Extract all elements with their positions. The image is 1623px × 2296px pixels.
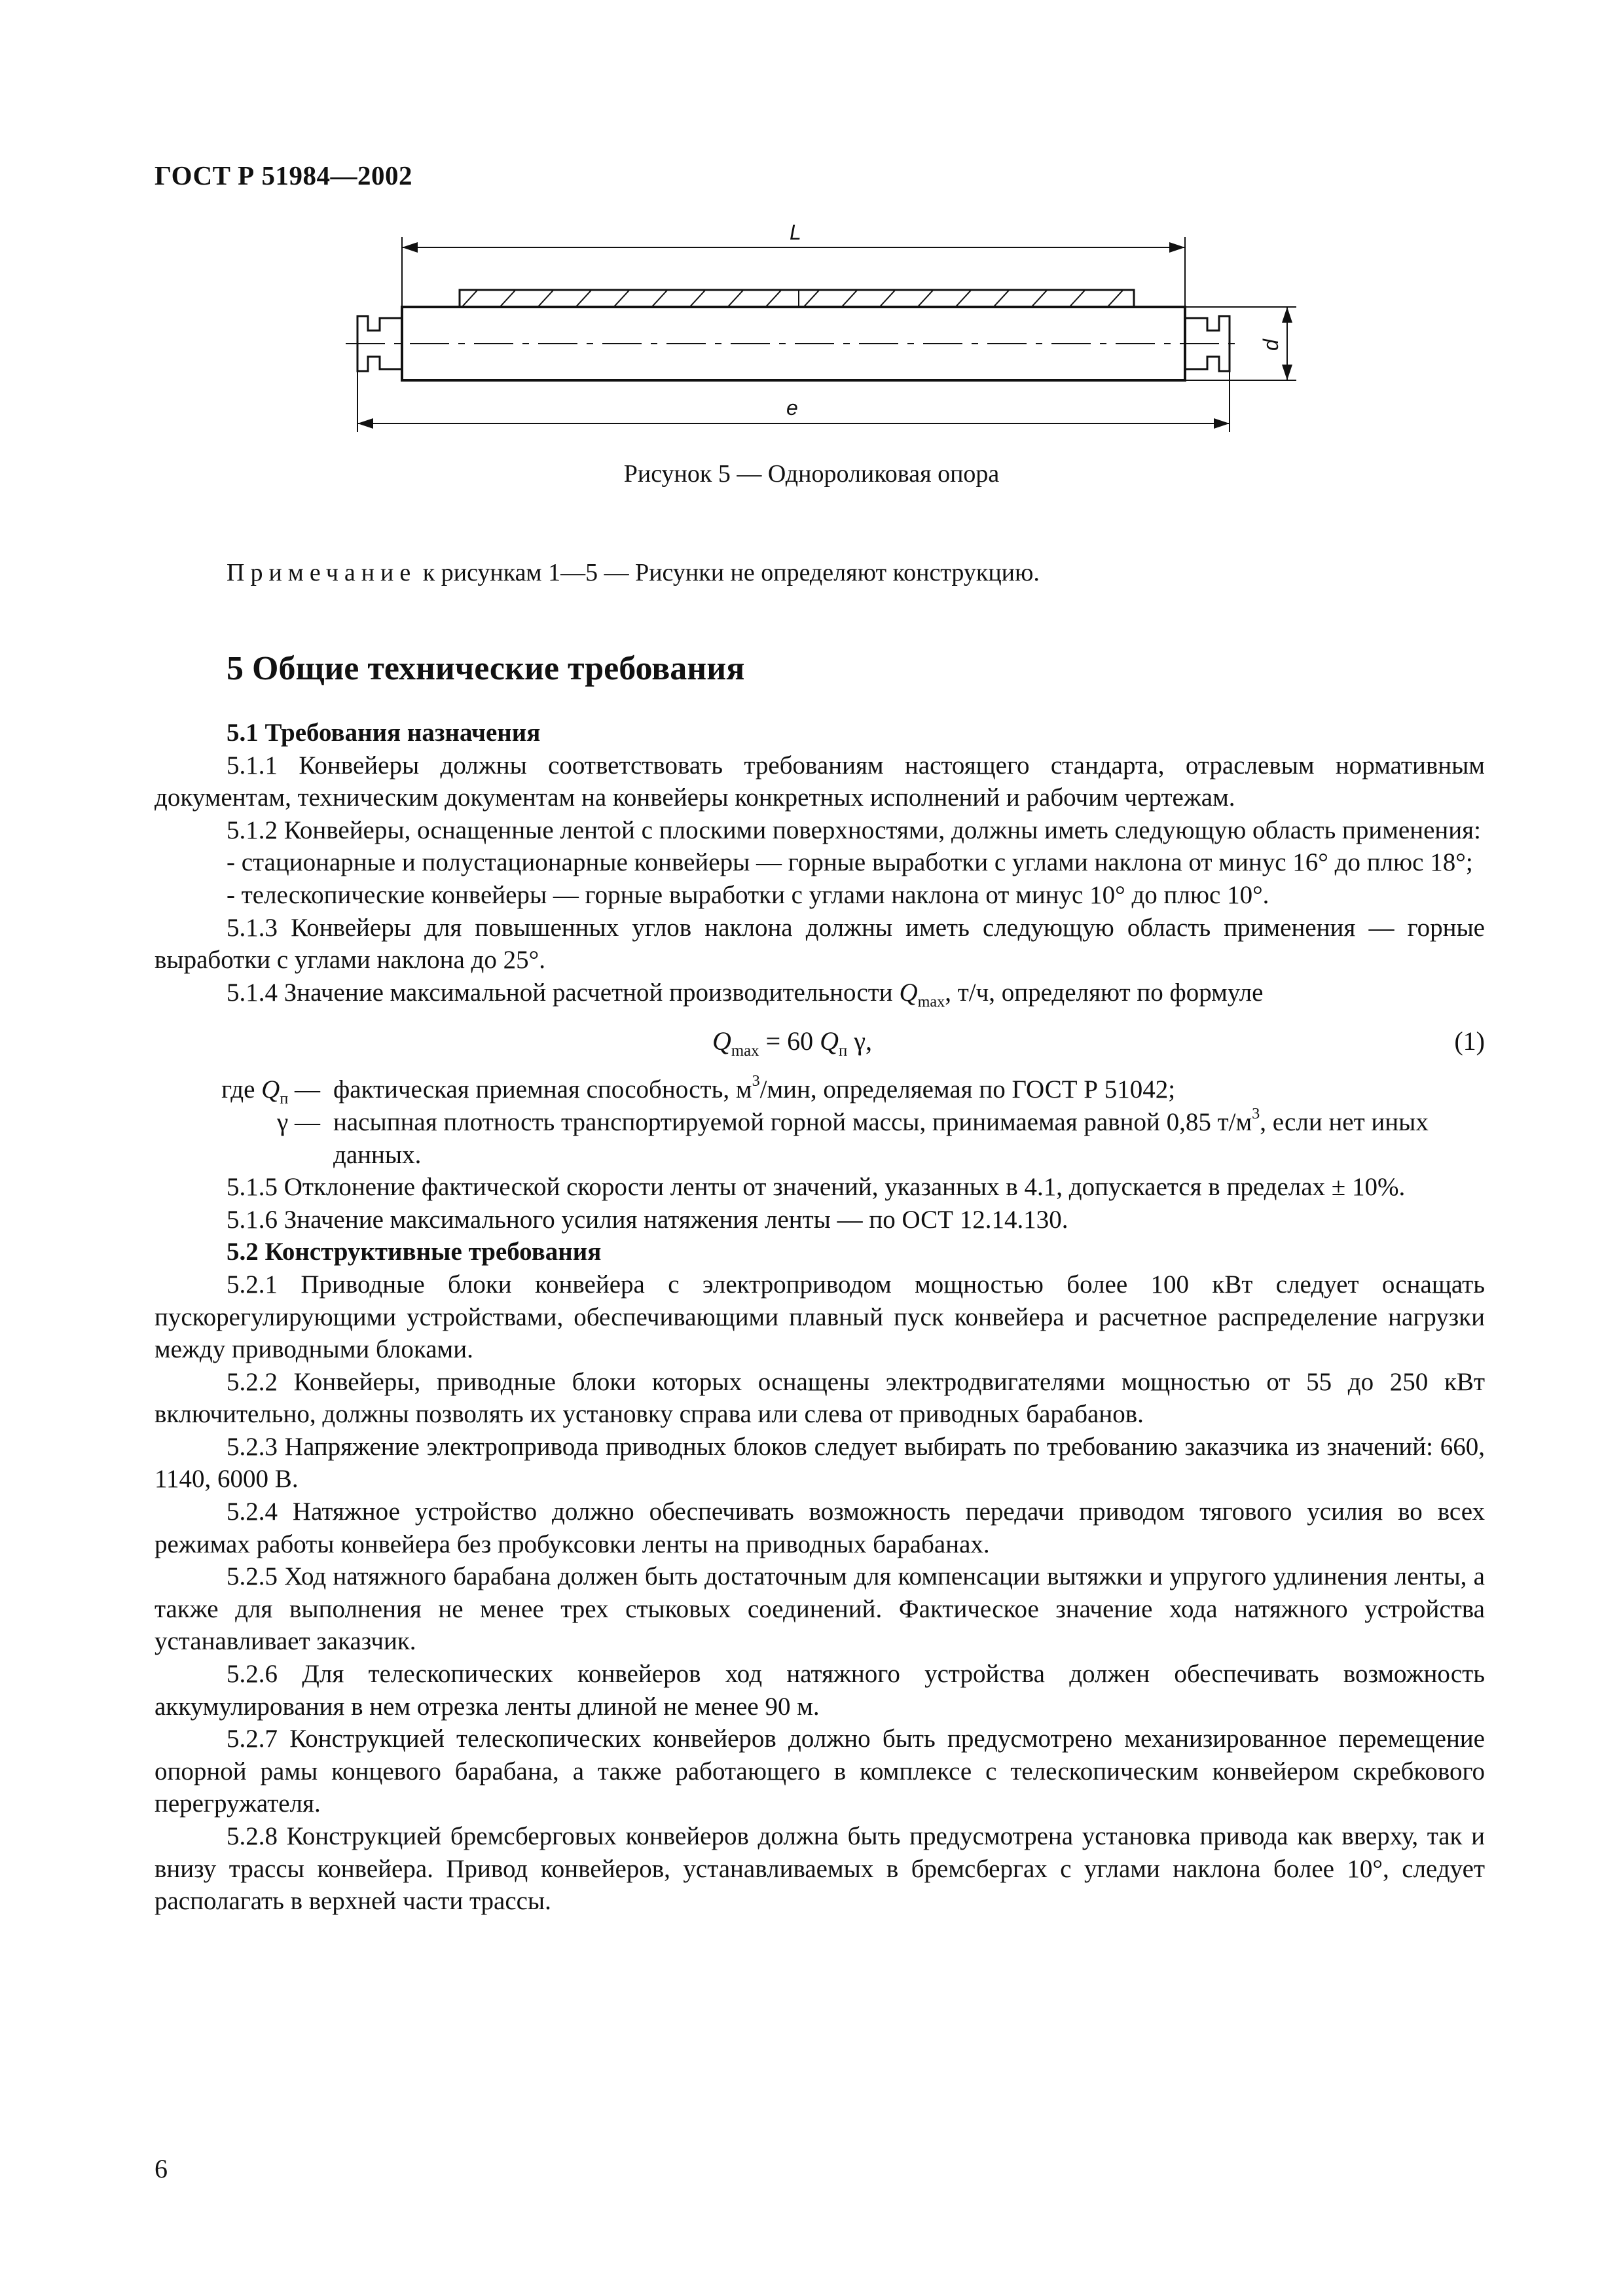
- legend-desc-qn: [333, 1073, 1485, 1106]
- label-e: e: [786, 396, 798, 420]
- formula-q-sub: max: [731, 1042, 759, 1060]
- paragraph-5-2-4: 5.2.4 Натяжное устройство должно обеспечивать возможность передачи приводом тягового усилия во всех режимах работы конвейера без пробуксовки ленты на приводных барабанах.: [155, 1498, 1485, 1558]
- figure-caption: Рисунок 5 — Однороликовая опора: [623, 460, 1000, 488]
- legend-desc2-a: насыпная плотность транспортируемой горной массы, принимаемая равной 0,85 т/м: [333, 1107, 1252, 1136]
- formula-expression: [712, 1025, 872, 1058]
- paragraph-5-1-4: [155, 977, 1485, 1009]
- formula-legend: [155, 1073, 1485, 1171]
- paragraph-5-1-2: 5.1.2 Конвейеры, оснащенные лентой с плоскими поверхностями, должны иметь следующую область применения:: [227, 816, 1481, 844]
- formula-rhs-suffix: γ,: [847, 1026, 873, 1056]
- paragraph-5-1-3: 5.1.3 Конвейеры для повышенных углов наклона должны иметь следующую область применения — горные выработки с углами наклона до 25°.: [155, 913, 1485, 975]
- legend-desc1-b: /мин, определяемая по ГОСТ Р 51042;: [759, 1075, 1176, 1104]
- paragraph-5-2-6: 5.2.6 Для телескопических конвейеров ход натяжного устройства должен обеспечивать возможность аккумулирования в нем отрезка ленты длиной не менее 90 м.: [155, 1660, 1485, 1721]
- paragraph-5-2-1: 5.2.1 Приводные блоки конвейера с электроприводом мощностью более 100 кВт следует оснащать пускорегулирующими устройствами, обеспечивающими плавный пуск конвейера и расчетное распределение нагрузки между приводными блоками.: [155, 1270, 1485, 1364]
- paragraph-5-2-7: 5.2.7 Конструкцией телескопических конвейеров должно быть предусмотрено механизированное перемещение опорной рамы концевого барабана, а также работающего в комплексе с телескопическим конвейером скребкового перегружателя.: [155, 1725, 1485, 1818]
- section-title: 5 Общие технические требования: [227, 650, 745, 687]
- paragraph-5-1-6: 5.1.6 Значение максимального усилия натяжения ленты — по ОСТ 12.14.130.: [227, 1205, 1068, 1234]
- p514-start: 5.1.4 Значение максимальной расчетной производительности: [227, 978, 900, 1007]
- roller-support-drawing: [340, 216, 1296, 442]
- legend-prefix: где: [221, 1075, 262, 1104]
- paragraph-5-2-3: 5.2.3 Напряжение электропривода приводных блоков следует выбирать по требованию заказчика из значений: 660, 1140, 6000 В.: [155, 1432, 1485, 1494]
- formula-1: [155, 1009, 1485, 1073]
- legend-q: Q: [261, 1075, 280, 1104]
- q-symbol: Q: [899, 978, 918, 1007]
- figure-note: [227, 558, 1040, 587]
- formula-qn: Q: [820, 1026, 839, 1056]
- formula-number: (1): [1454, 1026, 1485, 1056]
- formula-rhs-prefix: = 60: [759, 1026, 820, 1056]
- note-label: Примечание: [227, 559, 417, 586]
- paragraph-5-2-5: 5.2.5 Ход натяжного барабана должен быть достаточным для компенсации вытяжки и упругого удлинения ленты, а также для выполнения не менее трех стыковых соединений. Фактическое значение хода натяжного устройства устанавливает заказчик.: [155, 1562, 1485, 1656]
- legend-term-qn: [155, 1073, 333, 1106]
- list-item-telescopic: - телескопические конвейеры — горные выработки с углами наклона от минус 10° до плюс 10°.: [227, 880, 1269, 909]
- legend-desc1-sup: 3: [752, 1072, 760, 1090]
- list-item-stationary: - стационарные и полустационарные конвейеры — горные выработки с углами наклона от минус 16° до плюс 18°;: [227, 848, 1473, 877]
- paragraph-5-2-2: 5.2.2 Конвейеры, приводные блоки которых оснащены электродвигателями мощностью от 55 до 250 кВт включительно, должны позволять их установку справа или слева от приводных барабанов.: [155, 1367, 1485, 1429]
- formula-q: Q: [712, 1026, 731, 1056]
- q-subscript: max: [917, 992, 945, 1011]
- document-header: ГОСТ Р 51984—2002: [155, 160, 412, 190]
- paragraph-5-2-8: 5.2.8 Конструкцией бремсберговых конвейеров должна быть предусмотрена установка привода как вверху, так и внизу трассы конвейера. Привод конвейеров, устанавливаемых в бремсбергах с углами наклона более 10°, следует располагать в верхней части трассы.: [155, 1822, 1485, 1916]
- label-L: L: [790, 221, 801, 244]
- legend-desc2-sup: 3: [1252, 1104, 1260, 1122]
- legend-desc-gamma: [333, 1106, 1485, 1171]
- paragraph-5-1-5: 5.1.5 Отклонение фактической скорости ленты от значений, указанных в 4.1, допускается в пределах ± 10%.: [227, 1173, 1406, 1202]
- subsection-title-5-1: 5.1 Требования назначения: [227, 719, 541, 747]
- document-body: [155, 717, 1485, 1918]
- legend-desc2-b: , если нет иных данных.: [333, 1107, 1429, 1169]
- legend-q-sub: п: [280, 1090, 289, 1108]
- legend-desc1-a: фактическая приемная способность, м: [333, 1075, 752, 1104]
- subsection-title-5-2: 5.2 Конструктивные требования: [227, 1238, 602, 1266]
- note-text: к рисункам 1—5 — Рисунки не определяют конструкцию.: [416, 559, 1040, 586]
- legend-dash: —: [288, 1075, 320, 1104]
- p514-end: , т/ч, определяют по формуле: [945, 978, 1264, 1007]
- legend-term-gamma: γ —: [277, 1107, 320, 1136]
- label-d: d: [1259, 339, 1283, 351]
- paragraph-5-1-1: 5.1.1 Конвейеры должны соответствовать требованиям настоящего стандарта, отраслевым нормативным документам, техническим документам на конвейеры конкретных исполнений и рабочим чертежам.: [155, 751, 1485, 812]
- formula-qn-sub: п: [839, 1042, 848, 1060]
- page-number: 6: [155, 2154, 168, 2183]
